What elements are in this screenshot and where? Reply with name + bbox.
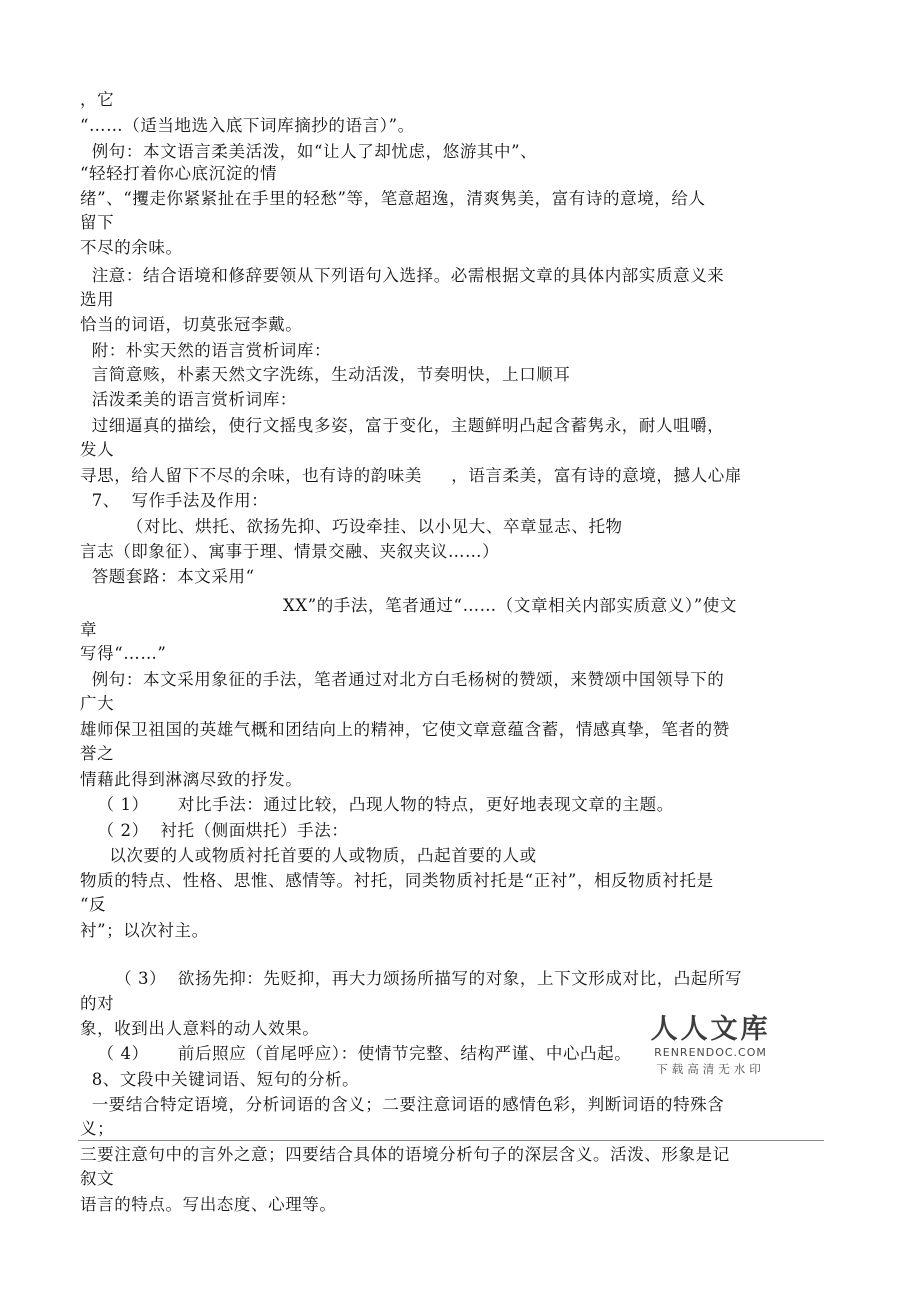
text-line: 情藉此得到淋漓尽致的抒发。 xyxy=(80,770,303,789)
text-line: “反 xyxy=(80,895,107,914)
text-line: 誉之 xyxy=(80,744,115,763)
text-line: 广大 xyxy=(80,694,115,713)
text-line: “……（适当地选入底下词库摘抄的语言）”。 xyxy=(80,116,415,135)
watermark-title: 人人文库 xyxy=(650,1014,771,1045)
text-line: XX”的手法，笔者通过“……（文章相关内部实质意义）”使文 xyxy=(283,596,737,615)
text-line: （ 4） 前后照应（首尾呼应）：使情节完整、结构严谨、中心凸起。 xyxy=(80,1044,632,1063)
text-line: “轻轻打着你心底沉淀的情 xyxy=(80,164,278,183)
text-line: 象，收到出人意料的动人效果。 xyxy=(80,1019,320,1038)
text-line: 过细逼真的描绘，使行文摇曳多姿，富于变化，主题鲜明凸起含蓄隽永，耐人咀嚼， xyxy=(80,416,725,435)
text-line: 8、文段中关键词语、短句的分析。 xyxy=(80,1070,360,1089)
text-line: （ 2） 衬托（侧面烘托）手法： xyxy=(80,821,349,840)
text-line: 章 xyxy=(80,620,98,639)
watermark-logo xyxy=(648,1014,773,1078)
divider-line xyxy=(78,1140,824,1141)
text-line: 寻思，给人留下不尽的余味，也有诗的韵味美 ，语言柔美，富有诗的意境，撼人心扉 xyxy=(80,466,742,485)
watermark-url: RENRENDOC.COM xyxy=(654,1046,767,1059)
text-line: 发人 xyxy=(80,440,115,459)
text-line: 注意：结合语境和修辞要领从下列语句入选择。必需根据文章的具体内部实质意义来 xyxy=(80,266,725,285)
watermark-subtitle: 下载高清无水印 xyxy=(656,1062,765,1076)
text-line: ，它 xyxy=(80,90,115,109)
text-line: 物质的特点、性格、思惟、感情等。衬托，同类物质衬托是“正衬”，相反物质衬托是 xyxy=(80,871,714,890)
text-line: 绪”、“攫走你紧紧扯在手里的轻愁”等，笔意超逸，清爽隽美，富有诗的意境，给人 xyxy=(80,189,706,208)
text-line: 一要结合特定语境，分析词语的含义；二要注意词语的感情色彩，判断词语的特殊含 xyxy=(80,1095,725,1114)
text-line: 写得“……” xyxy=(80,644,167,663)
text-line: 附：朴实天然的语言赏析词库： xyxy=(80,341,332,360)
text-line: 言简意赅，朴素天然文字洗练，生动活泼，节奏明快，上口顺耳 xyxy=(80,365,571,384)
text-line: 的对 xyxy=(80,994,115,1013)
text-line: 叙文 xyxy=(80,1169,115,1188)
text-line: 选用 xyxy=(80,290,115,309)
text-line: 言志（即象征）、寓事于理、情景交融、夹叙夹议……） xyxy=(80,542,500,561)
text-line: 7、 写作手法及作用： xyxy=(80,491,269,510)
text-line: 语言的特点。写出态度、心理等。 xyxy=(80,1195,337,1214)
text-line: 雄师保卫祖国的英雄气概和团结向上的精神，它使文章意蕴含蓄，情感真挚，笔者的赞 xyxy=(80,720,730,739)
text-line: 恰当的词语，切莫张冠李戴。 xyxy=(80,315,303,334)
text-line: 以次要的人或物质衬托首要的人或物质，凸起首要的人或 xyxy=(80,846,537,865)
text-line: 例句：本文采用象征的手法，笔者通过对北方白毛杨树的赞颂，来赞颂中国领导下的 xyxy=(80,670,725,689)
text-line: 例句：本文语言柔美活泼，如“让人了却忧虑，悠游其中”、 xyxy=(80,142,538,161)
text-line: 留下 xyxy=(80,213,115,232)
text-line: 不尽的余味。 xyxy=(80,238,183,257)
text-line: （ 3） 欲扬先抑：先贬抑，再大力颂扬所描写的对象，上下文形成对比，凸起所写 xyxy=(80,969,743,988)
text-line: 三要注意句中的言外之意；四要结合具体的语境分析句子的深层含义。活泼、形象是记 xyxy=(80,1145,730,1164)
text-line: 义； xyxy=(80,1119,115,1138)
text-line: 答题套路：本文采用“ xyxy=(80,567,255,586)
text-line: 活泼柔美的语言赏析词库： xyxy=(80,390,297,409)
text-line: （ 1） 对比手法：通过比较，凸现人物的特点，更好地表现文章的主题。 xyxy=(80,795,674,814)
text-line: （对比、烘托、欲扬先抑、巧设牵挂、以小见大、卒章显志、托物 xyxy=(80,517,623,536)
text-line: 衬”；以次衬主。 xyxy=(80,921,209,940)
